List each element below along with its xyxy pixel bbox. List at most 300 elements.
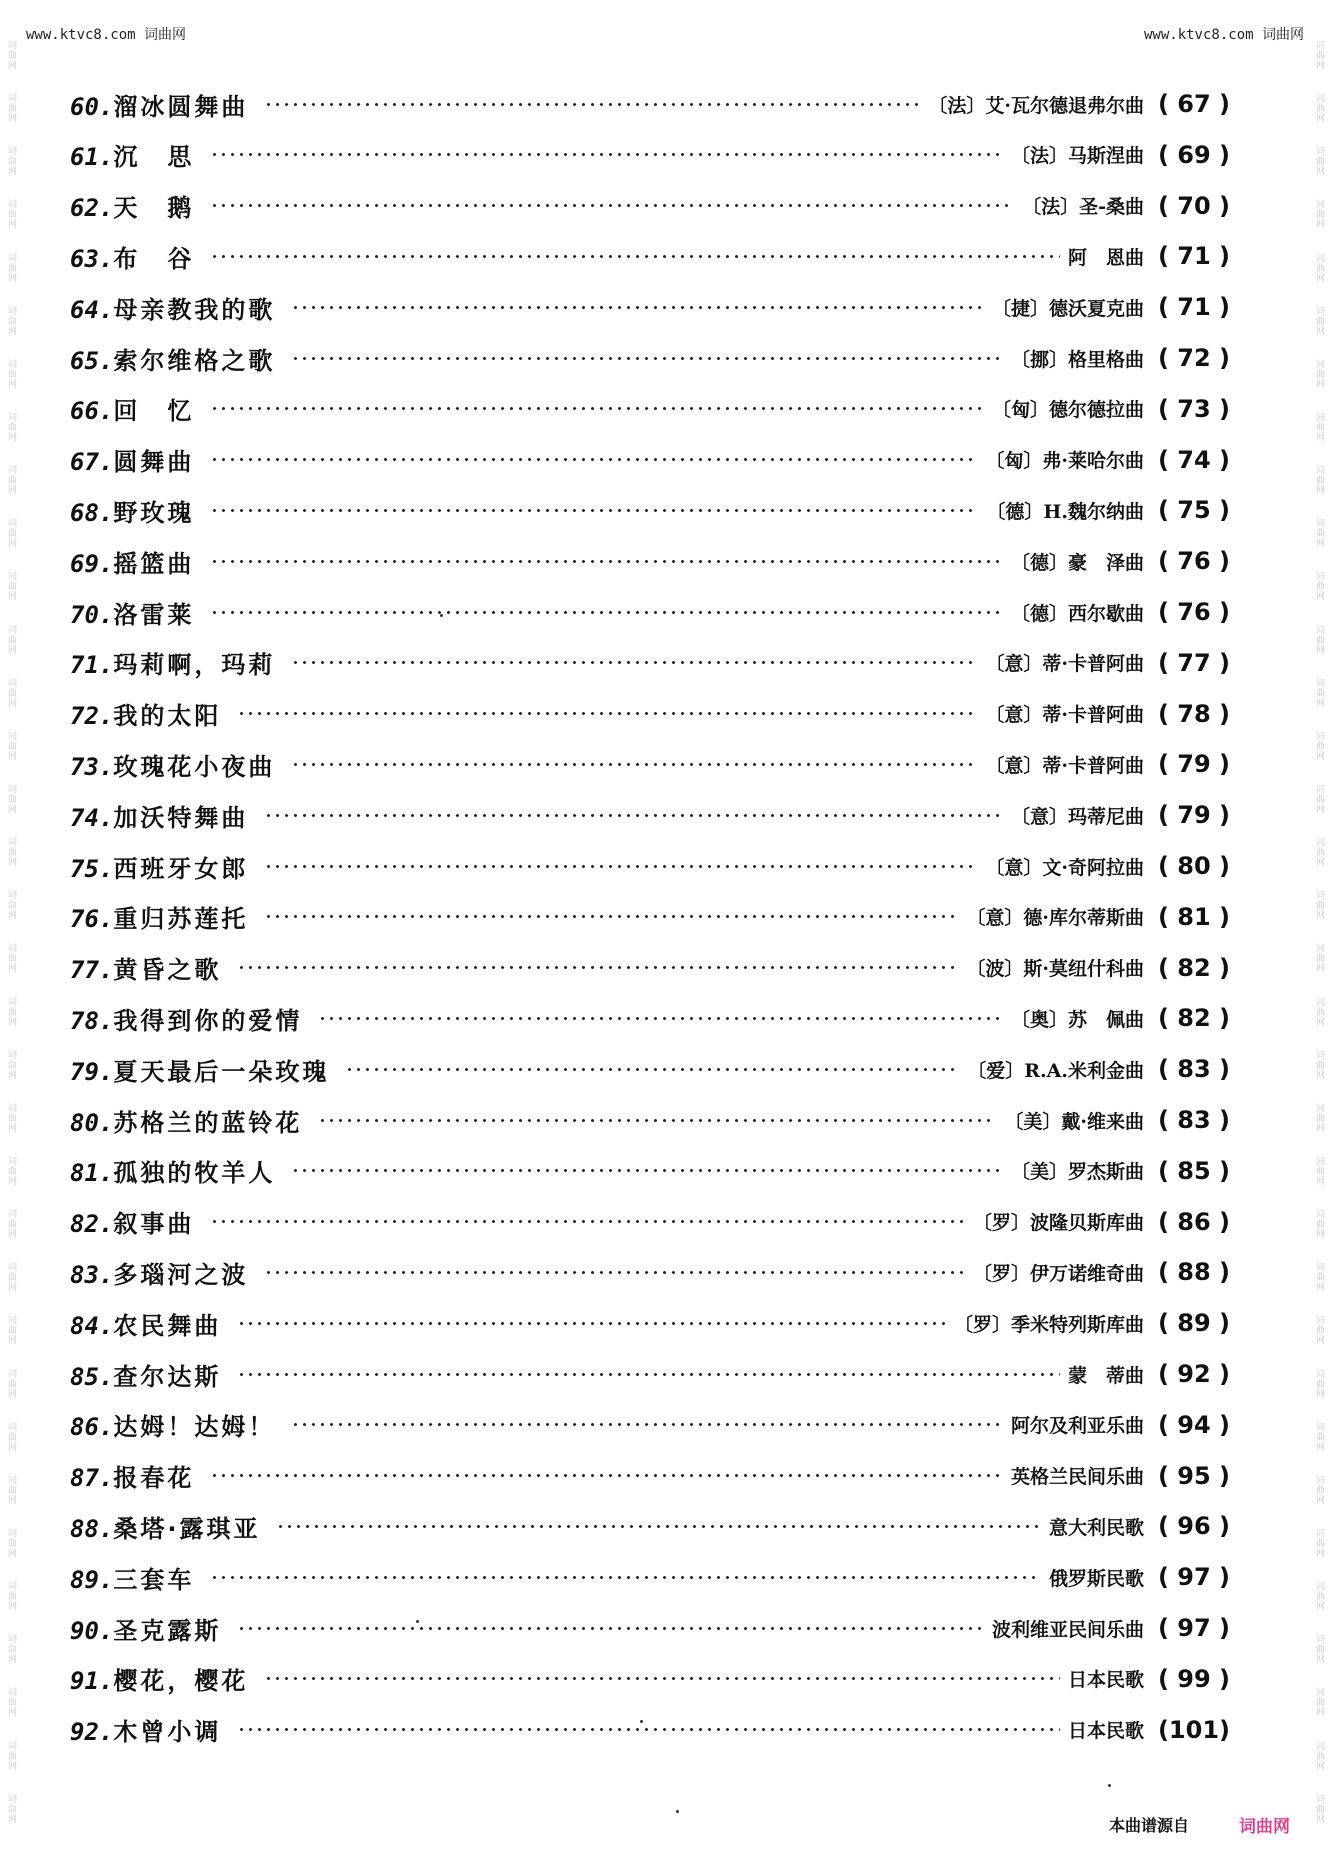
watermark-text: 词曲网 xyxy=(6,1421,16,1452)
toc-entry xyxy=(70,592,1230,632)
entry-name: 黄昏之歌 xyxy=(113,956,222,985)
entry-title xyxy=(70,1611,231,1646)
scan-speck xyxy=(676,1810,679,1813)
entry-name: 天 鹅 xyxy=(113,194,195,223)
watermark-text: 词曲网 xyxy=(1314,837,1324,868)
entry-title xyxy=(70,290,285,325)
entry-title xyxy=(70,493,204,528)
dot-leader xyxy=(264,865,977,868)
dot-leader xyxy=(264,103,920,106)
entry-page-number: ( 97 ) xyxy=(1157,1614,1230,1642)
watermark-text: 词曲网 xyxy=(6,1740,16,1771)
entry-number: 63. xyxy=(70,244,114,273)
entry-number: 78. xyxy=(70,1006,114,1035)
dot-leader xyxy=(291,763,977,766)
watermark-text: 词曲网 xyxy=(6,1368,16,1399)
watermark-text: 词曲网 xyxy=(1314,890,1324,921)
entry-number: 91. xyxy=(70,1667,114,1696)
dot-leader xyxy=(318,1017,1003,1020)
dot-leader xyxy=(291,661,977,664)
toc-entry xyxy=(70,84,1230,124)
watermark-text: 词曲网 xyxy=(6,93,16,124)
entry-name: 玫瑰花小夜曲 xyxy=(113,752,276,781)
scan-speck xyxy=(640,1720,643,1723)
entry-page-number: ( 83 ) xyxy=(1157,1106,1230,1134)
entry-composer: 〔罗〕伊万诺维奇曲 xyxy=(972,1262,1144,1285)
watermark-text: 词曲网 xyxy=(1314,465,1324,496)
entry-composer: 〔意〕德·库尔蒂斯曲 xyxy=(966,907,1144,930)
entry-composer: 〔意〕文·奇阿拉曲 xyxy=(985,856,1144,879)
toc-entry xyxy=(70,694,1230,734)
watermark-text: 词曲网 xyxy=(1314,1793,1324,1824)
toc-entry xyxy=(70,1506,1230,1546)
entry-page-number: ( 79 ) xyxy=(1157,801,1230,830)
entry-page-number: ( 85 ) xyxy=(1157,1156,1230,1185)
entry-number: 86. xyxy=(70,1413,114,1442)
entry-name: 多瑙河之波 xyxy=(113,1260,249,1289)
entry-page-number: (101) xyxy=(1157,1715,1230,1744)
entry-name: 圣克露斯 xyxy=(113,1616,222,1645)
entry-composer: 〔罗〕季米特列斯库曲 xyxy=(953,1313,1144,1336)
toc-entry xyxy=(70,135,1230,175)
entry-title xyxy=(70,1357,231,1392)
watermark-text: 词曲网 xyxy=(6,358,16,389)
entry-title xyxy=(70,391,204,426)
entry-title xyxy=(70,1103,312,1138)
watermark-text: 词曲网 xyxy=(1314,40,1324,70)
entry-page-number: ( 75 ) xyxy=(1157,496,1230,525)
entry-page-number: ( 74 ) xyxy=(1157,445,1230,474)
entry-composer: 〔美〕罗杰斯曲 xyxy=(1010,1161,1144,1184)
footer-source-label: 本曲谱源自 xyxy=(1108,1816,1189,1835)
entry-composer: 〔法〕圣-桑曲 xyxy=(1022,196,1144,219)
entry-page-number: ( 81 ) xyxy=(1157,902,1230,931)
entry-name: 西班牙女郎 xyxy=(113,854,249,883)
dot-leader xyxy=(237,1322,946,1325)
entry-composer: 阿尔及利亚乐曲 xyxy=(1010,1415,1144,1438)
entry-page-number: ( 96 ) xyxy=(1157,1512,1230,1541)
entry-name: 母亲教我的歌 xyxy=(113,295,276,324)
watermark-text: 词曲网 xyxy=(6,1049,16,1080)
watermark-text: 词曲网 xyxy=(1314,411,1324,442)
watermark-text: 词曲网 xyxy=(6,996,16,1027)
toc-entry xyxy=(70,1303,1230,1343)
entry-composer: 英格兰民间乐曲 xyxy=(1010,1466,1144,1489)
entry-name: 达姆！达姆！ xyxy=(113,1413,276,1442)
toc-entry xyxy=(70,338,1230,378)
entry-page-number: ( 73 ) xyxy=(1157,394,1230,423)
watermark-text: 词曲网 xyxy=(6,1155,16,1186)
entry-name: 我得到你的爱情 xyxy=(113,1006,303,1035)
entry-page-number: ( 70 ) xyxy=(1157,191,1230,220)
toc-entry xyxy=(70,846,1230,886)
entry-title xyxy=(70,1712,231,1747)
watermark-text: 词曲网 xyxy=(1314,1687,1324,1718)
footer-site-link[interactable]: 词曲网 xyxy=(1239,1817,1290,1837)
dot-leader xyxy=(264,915,958,918)
watermark-text: 词曲网 xyxy=(6,1634,16,1665)
watermark-text: 词曲网 xyxy=(6,1527,16,1558)
entry-number: 68. xyxy=(70,498,114,527)
scan-speck xyxy=(416,1620,419,1623)
entry-name: 夏天最后一朵玫瑰 xyxy=(113,1057,330,1086)
entry-title xyxy=(70,137,204,172)
watermark-text: 词曲网 xyxy=(1314,1581,1324,1612)
toc-entry xyxy=(70,998,1230,1038)
entry-number: 90. xyxy=(70,1616,114,1645)
toc-entry xyxy=(70,490,1230,530)
watermark-text: 词曲网 xyxy=(6,518,16,549)
toc-entry xyxy=(70,795,1230,835)
watermark-text: 词曲网 xyxy=(6,199,16,230)
entry-page-number: ( 82 ) xyxy=(1157,953,1230,982)
entry-name: 查尔达斯 xyxy=(113,1362,222,1391)
entry-number: 80. xyxy=(70,1108,114,1137)
dot-leader xyxy=(210,255,1060,258)
entry-composer: 波利维亚民间乐曲 xyxy=(991,1618,1144,1641)
watermark-text: 词曲网 xyxy=(6,1474,16,1505)
entry-title xyxy=(70,188,204,223)
entry-title xyxy=(70,849,258,884)
entry-title xyxy=(70,696,231,731)
watermark-text: 词曲网 xyxy=(1314,1262,1324,1293)
entry-number: 66. xyxy=(70,397,114,426)
entry-composer: 〔法〕马斯涅曲 xyxy=(1010,145,1144,168)
entry-number: 89. xyxy=(70,1565,114,1594)
watermark-text: 词曲网 xyxy=(1314,518,1324,549)
entry-number: 74. xyxy=(70,803,114,832)
entry-composer: 〔意〕蒂·卡普阿曲 xyxy=(985,754,1144,777)
watermark-text: 词曲网 xyxy=(1314,1049,1324,1080)
entry-composer: 〔挪〕格里格曲 xyxy=(1010,348,1144,371)
entry-page-number: ( 88 ) xyxy=(1157,1258,1230,1287)
entry-title xyxy=(70,1001,312,1036)
entry-name: 木曾小调 xyxy=(113,1718,222,1747)
entry-name: 我的太阳 xyxy=(113,702,222,731)
entry-number: 67. xyxy=(70,448,114,477)
toc-entry xyxy=(70,389,1230,429)
entry-page-number: ( 83 ) xyxy=(1157,1055,1230,1084)
header-left-url: www.ktvc8.com 词曲网 xyxy=(26,27,187,43)
watermark-text: 词曲网 xyxy=(6,1315,16,1346)
watermark-text: 词曲网 xyxy=(1314,252,1324,283)
entry-number: 81. xyxy=(70,1159,114,1188)
watermark-text: 词曲网 xyxy=(6,146,16,177)
watermark-text: 词曲网 xyxy=(6,1262,16,1293)
watermark-text: 词曲网 xyxy=(6,1687,16,1718)
dot-leader xyxy=(276,1525,1041,1528)
dot-leader xyxy=(291,1423,1003,1426)
right-watermark-strip xyxy=(1312,40,1326,1824)
entry-name: 回 忆 xyxy=(113,397,195,426)
entry-title xyxy=(70,341,285,376)
watermark-text: 词曲网 xyxy=(6,1102,16,1133)
entry-composer: 俄罗斯民歌 xyxy=(1048,1567,1144,1590)
entry-title xyxy=(70,544,204,579)
entry-composer: 意大利民歌 xyxy=(1048,1516,1144,1539)
entry-number: 64. xyxy=(70,295,114,324)
entry-title xyxy=(70,1458,204,1493)
dot-leader xyxy=(237,712,977,715)
watermark-text: 词曲网 xyxy=(1314,305,1324,336)
dot-leader xyxy=(237,1627,984,1630)
dot-leader xyxy=(210,407,984,410)
watermark-text: 词曲网 xyxy=(6,465,16,496)
entry-composer: 〔法〕艾·瓦尔德退弗尔曲 xyxy=(928,94,1144,117)
entry-name: 孤独的牧羊人 xyxy=(113,1159,276,1188)
entry-page-number: ( 99 ) xyxy=(1157,1664,1230,1693)
entry-composer: 〔意〕蒂·卡普阿曲 xyxy=(985,653,1144,676)
watermark-text: 词曲网 xyxy=(6,624,16,655)
entry-name: 沉 思 xyxy=(113,143,195,172)
watermark-text: 词曲网 xyxy=(6,252,16,283)
toc-entry xyxy=(70,541,1230,581)
entry-number: 62. xyxy=(70,194,114,223)
entry-number: 79. xyxy=(70,1057,114,1086)
entry-title xyxy=(70,747,285,782)
dot-leader xyxy=(210,458,977,461)
entry-name: 三套车 xyxy=(113,1565,195,1594)
entry-number: 72. xyxy=(70,702,114,731)
dot-leader xyxy=(237,966,958,969)
entry-page-number: ( 71 ) xyxy=(1157,293,1230,322)
entry-page-number: ( 76 ) xyxy=(1157,547,1230,576)
entry-composer: 〔波〕斯·莫纽什科曲 xyxy=(966,958,1144,981)
watermark-text: 词曲网 xyxy=(6,837,16,868)
toc-entry xyxy=(70,287,1230,327)
entry-title xyxy=(70,1052,339,1087)
entry-number: 92. xyxy=(70,1718,114,1747)
toc-entry xyxy=(70,1151,1230,1191)
toc-entry xyxy=(70,186,1230,226)
entry-number: 69. xyxy=(70,549,114,578)
dot-leader xyxy=(318,1119,996,1122)
dot-leader xyxy=(264,1677,1060,1680)
left-watermark-strip xyxy=(4,40,18,1824)
entry-page-number: ( 78 ) xyxy=(1157,699,1230,728)
entry-page-number: ( 92 ) xyxy=(1157,1360,1230,1388)
scan-speck xyxy=(440,614,443,617)
watermark-text: 词曲网 xyxy=(1314,1209,1324,1240)
entry-name: 洛雷莱 xyxy=(113,600,195,629)
watermark-text: 词曲网 xyxy=(1314,783,1324,814)
entry-composer: 日本民歌 xyxy=(1067,1669,1144,1692)
entry-name: 溜冰圆舞曲 xyxy=(113,92,249,121)
entry-name: 叙事曲 xyxy=(113,1210,195,1239)
entry-composer: 蒙 蒂曲 xyxy=(1067,1364,1144,1387)
watermark-text: 词曲网 xyxy=(6,677,16,708)
entry-title xyxy=(70,645,285,680)
entry-number: 82. xyxy=(70,1210,114,1239)
watermark-text: 词曲网 xyxy=(1314,624,1324,655)
entry-number: 71. xyxy=(70,651,114,680)
watermark-text: 词曲网 xyxy=(1314,730,1324,761)
watermark-text: 词曲网 xyxy=(1314,93,1324,124)
dot-leader xyxy=(210,509,978,512)
entry-name: 圆舞曲 xyxy=(113,448,195,477)
entry-name: 报春花 xyxy=(113,1464,195,1493)
toc-entry xyxy=(70,1202,1230,1242)
entry-title xyxy=(70,1407,285,1442)
entry-name: 重归苏莲托 xyxy=(113,905,249,934)
dot-leader xyxy=(291,306,984,309)
entry-composer: 〔德〕西尔歇曲 xyxy=(1010,602,1144,625)
entry-title xyxy=(70,1204,204,1239)
entry-page-number: ( 89 ) xyxy=(1157,1309,1230,1338)
entry-name: 苏格兰的蓝铃花 xyxy=(113,1108,303,1137)
entry-page-number: ( 77 ) xyxy=(1157,648,1230,677)
entry-page-number: ( 71 ) xyxy=(1157,242,1230,271)
entry-number: 77. xyxy=(70,956,114,985)
entry-number: 83. xyxy=(70,1260,114,1289)
entry-name: 索尔维格之歌 xyxy=(113,346,276,375)
entry-number: 73. xyxy=(70,752,114,781)
entry-name: 布 谷 xyxy=(113,244,195,273)
entry-name: 玛莉啊，玛莉 xyxy=(113,651,276,680)
watermark-text: 词曲网 xyxy=(6,571,16,602)
entry-page-number: ( 97 ) xyxy=(1157,1563,1230,1592)
watermark-text: 词曲网 xyxy=(6,890,16,921)
entry-number: 88. xyxy=(70,1514,114,1543)
dot-leader xyxy=(291,1169,1003,1172)
entry-title xyxy=(70,87,258,122)
watermark-text: 词曲网 xyxy=(1314,1155,1324,1186)
entry-name: 樱花，樱花 xyxy=(113,1667,249,1696)
watermark-text: 词曲网 xyxy=(1314,1102,1324,1133)
entry-composer: 〔罗〕波隆贝斯库曲 xyxy=(972,1212,1144,1235)
entry-title xyxy=(70,899,258,934)
watermark-text: 词曲网 xyxy=(6,305,16,336)
toc-entry xyxy=(70,1354,1230,1394)
entry-page-number: ( 72 ) xyxy=(1157,344,1230,372)
entry-number: 85. xyxy=(70,1362,114,1391)
watermark-text: 词曲网 xyxy=(1314,199,1324,230)
entry-title xyxy=(70,1661,258,1696)
toc-entry xyxy=(70,1710,1230,1750)
dot-leader xyxy=(237,1373,1060,1376)
toc-entry xyxy=(70,1608,1230,1648)
dot-leader xyxy=(210,1474,1003,1477)
entry-title xyxy=(70,1153,285,1188)
watermark-text: 词曲网 xyxy=(1314,1527,1324,1558)
watermark-text: 词曲网 xyxy=(1314,146,1324,177)
toc-entry xyxy=(70,236,1230,276)
watermark-text: 词曲网 xyxy=(6,1209,16,1240)
toc-entry xyxy=(70,1049,1230,1089)
entry-composer: 阿 恩曲 xyxy=(1067,246,1144,269)
footer xyxy=(1109,1812,1290,1837)
entry-name: 农民舞曲 xyxy=(113,1311,222,1340)
entry-number: 76. xyxy=(70,905,114,934)
entry-composer: 〔奥〕苏 佩曲 xyxy=(1010,1008,1144,1031)
dot-leader xyxy=(210,560,1003,563)
entry-title xyxy=(70,950,231,985)
entry-composer: 〔德〕H.魏尔纳曲 xyxy=(986,500,1144,523)
entry-page-number: ( 86 ) xyxy=(1157,1207,1230,1236)
watermark-text: 词曲网 xyxy=(1314,1634,1324,1665)
watermark-text: 词曲网 xyxy=(6,730,16,761)
watermark-text: 词曲网 xyxy=(1314,1421,1324,1452)
entry-name: 加沃特舞曲 xyxy=(113,803,249,832)
entry-page-number: ( 82 ) xyxy=(1157,1004,1230,1033)
toc-entry xyxy=(70,948,1230,988)
scan-speck xyxy=(1108,1784,1111,1787)
dot-leader xyxy=(210,1220,965,1223)
dot-leader xyxy=(291,357,1003,360)
entry-composer: 日本民歌 xyxy=(1067,1720,1144,1743)
header-right-url: www.ktvc8.com 词曲网 xyxy=(1143,27,1304,43)
dot-leader xyxy=(345,1068,959,1071)
watermark-text: 词曲网 xyxy=(6,943,16,974)
entry-name: 野玫瑰 xyxy=(113,498,195,527)
entry-composer: 〔意〕玛蒂尼曲 xyxy=(1010,805,1144,828)
entry-number: 61. xyxy=(70,143,114,172)
entry-composer: 〔捷〕德沃夏克曲 xyxy=(991,297,1144,320)
watermark-text: 词曲网 xyxy=(1314,1474,1324,1505)
entry-title xyxy=(70,1509,270,1544)
entry-page-number: ( 94 ) xyxy=(1157,1410,1230,1439)
entry-page-number: ( 76 ) xyxy=(1157,598,1230,626)
entry-page-number: ( 80 ) xyxy=(1157,852,1230,880)
entry-number: 60. xyxy=(70,92,114,121)
entry-number: 84. xyxy=(70,1311,114,1340)
watermark-text: 词曲网 xyxy=(6,1793,16,1824)
entry-title xyxy=(70,595,204,630)
entry-name: 摇篮曲 xyxy=(113,549,195,578)
dot-leader xyxy=(210,611,1003,614)
watermark-text: 词曲网 xyxy=(1314,677,1324,708)
watermark-text: 词曲网 xyxy=(6,40,16,70)
entry-title xyxy=(70,239,204,274)
entry-number: 87. xyxy=(70,1464,114,1493)
watermark-text: 词曲网 xyxy=(1314,1368,1324,1399)
entry-number: 65. xyxy=(70,346,114,375)
entry-composer: 〔美〕戴·维来曲 xyxy=(1004,1110,1144,1133)
entry-composer: 〔匈〕德尔德拉曲 xyxy=(991,399,1144,422)
toc-entry xyxy=(70,643,1230,683)
dot-leader xyxy=(210,1576,1041,1579)
toc-entry xyxy=(70,440,1230,480)
toc-entry xyxy=(70,1405,1230,1445)
entry-title xyxy=(70,442,204,477)
entry-composer: 〔匈〕弗·莱哈尔曲 xyxy=(985,450,1144,473)
watermark-text: 词曲网 xyxy=(6,411,16,442)
dot-leader xyxy=(264,814,1003,817)
entry-page-number: ( 69 ) xyxy=(1157,140,1230,169)
watermark-text: 词曲网 xyxy=(1314,571,1324,602)
entry-title xyxy=(70,798,258,833)
toc-entry xyxy=(70,1456,1230,1496)
entry-title xyxy=(70,1560,204,1595)
toc-entry xyxy=(70,1252,1230,1292)
watermark-text: 词曲网 xyxy=(1314,1740,1324,1771)
entry-page-number: ( 95 ) xyxy=(1157,1461,1230,1490)
entry-page-number: ( 67 ) xyxy=(1157,90,1230,118)
toc-entry xyxy=(70,897,1230,937)
entry-name: 桑塔·露琪亚 xyxy=(113,1514,261,1543)
entry-page-number: ( 79 ) xyxy=(1157,750,1230,779)
watermark-text: 词曲网 xyxy=(1314,996,1324,1027)
watermark-text: 词曲网 xyxy=(6,783,16,814)
dot-leader xyxy=(264,1271,965,1274)
toc-entry xyxy=(70,1100,1230,1140)
entry-composer: 〔爱〕R.A.米利金曲 xyxy=(967,1059,1144,1082)
dot-leader xyxy=(237,1728,1060,1731)
watermark-text: 词曲网 xyxy=(6,1581,16,1612)
dot-leader xyxy=(210,153,1003,156)
toc-entry xyxy=(70,744,1230,784)
toc-entry xyxy=(70,1659,1230,1699)
